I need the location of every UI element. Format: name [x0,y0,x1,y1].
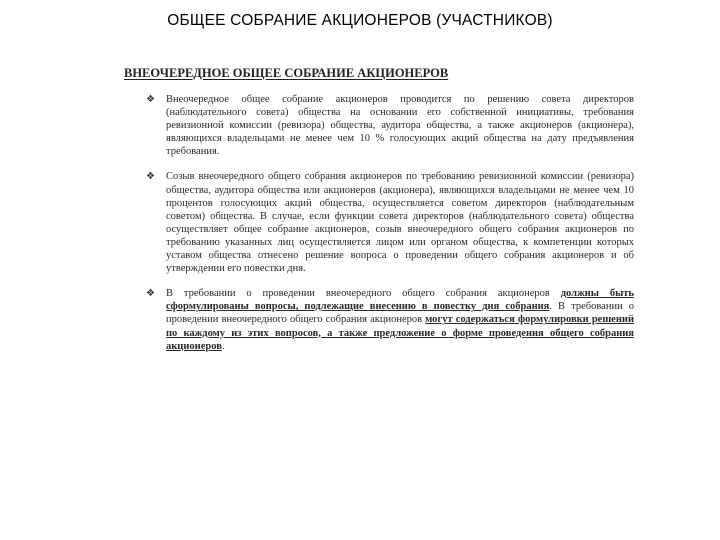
diamond-bullet-icon: ❖ [146,94,155,105]
paragraph-text-part: . В требовании о проведении внеочередного общего собрания акционеров [166,301,635,326]
list-item [124,170,634,275]
emphasized-text: должны быть сформулированы вопросы, подлежащие внесению в повестку дня собрания [166,288,634,313]
slide-title: ОБЩЕЕ СОБРАНИЕ АКЦИОНЕРОВ (УЧАСТНИКОВ) [167,12,553,29]
emphasized-text: могут содержаться формулировки решений по каждому из этих вопросов, а также предложение о форме проведения общего собрания акционеров [166,314,634,352]
document-scan [124,66,634,365]
paragraph-text: Созыв внеочередного общего собрания акционеров по требованию ревизионной комиссии (ревизора) общества, аудитора общества или акционеров (акционера), являющихся владельцами не менее чем 10 процентов голосующих акций общества, осуществляется советом директоров (наблюдательным советом) общества. В случае, если функции совета директоров (наблюдательного совета) общества осуществляет общее собрание акционеров, созыв внеочередного общего собрания акционеров по требованию указанных лиц осуществляется лицом или органом общества, к компетенции которых уставом общества отнесено решение вопроса о проведении общего собрания акционеров и об утверждении его повестки дня. [166,171,634,275]
paragraph-text-part: . [221,340,225,352]
paragraph-text-part: В требовании о проведении внеочередного общего собрания акционеров [166,288,561,300]
list-item [124,93,634,158]
diamond-bullet-icon: ❖ [146,288,155,300]
paragraph-text: Внеочередное общее собрание акционеров проводится по решению совета директоров (наблюдательного совета) общества на основании его собственной инициативы, требования ревизионной комиссии (ревизора) общества, аудитора общества, а также акционеров (акционера), являющихся владельцами не менее чем 10 % голосующих акций общества на дату предъявления требования. [166,94,634,158]
paragraph-text [166,287,634,352]
document-heading: ВНЕОЧЕРЕДНОЕ ОБЩЕЕ СОБРАНИЕ АКЦИОНЕРОВ [124,66,449,80]
list-item [124,287,634,352]
diamond-bullet-icon: ❖ [146,171,155,183]
